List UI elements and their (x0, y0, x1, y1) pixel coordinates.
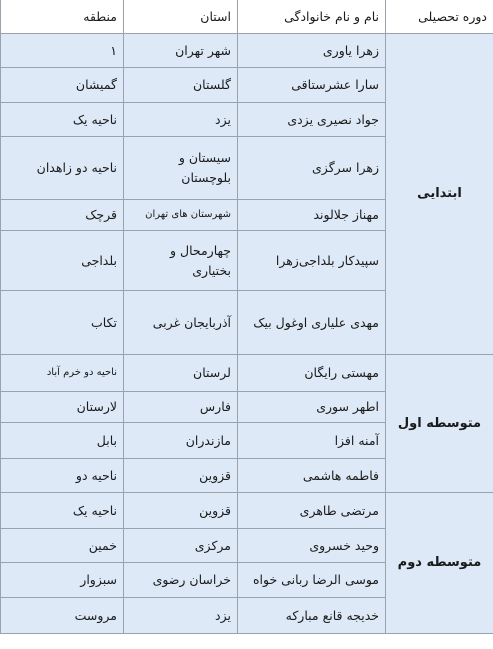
cell-province: چهارمحال و بختیاری (124, 231, 238, 291)
table-row (1, 34, 493, 68)
cell-name: مهدی علیاری اوغول بیک (238, 291, 386, 355)
cell-province: مازندران (124, 423, 238, 459)
cell-province: شهرستان های تهران (124, 200, 238, 231)
cell-name: اطهر سوری (238, 392, 386, 423)
cell-name: سپیدکار بلداجی‌زهرا (238, 231, 386, 291)
cell-region: ناحیه دو زاهدان (1, 137, 124, 200)
header-row (1, 0, 493, 34)
cell-province: شهر تهران (124, 34, 238, 68)
cell-region: خمین (1, 529, 124, 563)
header-period: دوره تحصیلی (386, 0, 493, 34)
header-name: نام و نام خانوادگی (238, 0, 386, 34)
header-province: استان (124, 0, 238, 34)
cell-region: مروست (1, 598, 124, 634)
cell-name: جواد نصیری یزدی (238, 103, 386, 137)
cell-region: ناحیه یک (1, 103, 124, 137)
cell-province: آذربایجان غربی (124, 291, 238, 355)
cell-region: گمیشان (1, 68, 124, 103)
cell-province: گلستان (124, 68, 238, 103)
cell-name: مهستی رایگان (238, 355, 386, 392)
cell-region: قرچک (1, 200, 124, 231)
cell-name: مهناز جلالوند (238, 200, 386, 231)
cell-name: فاطمه هاشمی (238, 459, 386, 493)
cell-province: یزد (124, 598, 238, 634)
cell-province: قزوین (124, 459, 238, 493)
cell-province: قزوین (124, 493, 238, 529)
cell-name: زهرا سرگزی (238, 137, 386, 200)
cell-name: سارا عشرستاقی (238, 68, 386, 103)
cell-region: بابل (1, 423, 124, 459)
cell-region: ناحیه یک (1, 493, 124, 529)
cell-name: خدیجه قانع مبارکه (238, 598, 386, 634)
cell-name: زهرا یاوری (238, 34, 386, 68)
cell-region: تکاب (1, 291, 124, 355)
cell-region: لارستان (1, 392, 124, 423)
section-period: متوسطه دوم (386, 493, 493, 634)
cell-region: ۱ (1, 34, 124, 68)
section-period: ابتدایی (386, 34, 493, 355)
table-row (1, 355, 493, 392)
cell-province: لرستان (124, 355, 238, 392)
table-row (1, 493, 493, 529)
cell-name: موسی الرضا ربانی خواه (238, 563, 386, 598)
cell-province: مرکزی (124, 529, 238, 563)
cell-name: آمنه افزا (238, 423, 386, 459)
cell-region: سبزوار (1, 563, 124, 598)
cell-name: مرتضی طاهری (238, 493, 386, 529)
cell-province: سیستان و بلوچستان (124, 137, 238, 200)
header-region: منطقه (1, 0, 124, 34)
cell-province: یزد (124, 103, 238, 137)
section-period: متوسطه اول (386, 355, 493, 493)
cell-region: ناحیه دو (1, 459, 124, 493)
cell-region: بلداجی (1, 231, 124, 291)
cell-province: خراسان رضوی (124, 563, 238, 598)
cell-name: وحید خسروی (238, 529, 386, 563)
cell-region: ناحیه دو خرم آباد (1, 355, 124, 392)
cell-province: فارس (124, 392, 238, 423)
